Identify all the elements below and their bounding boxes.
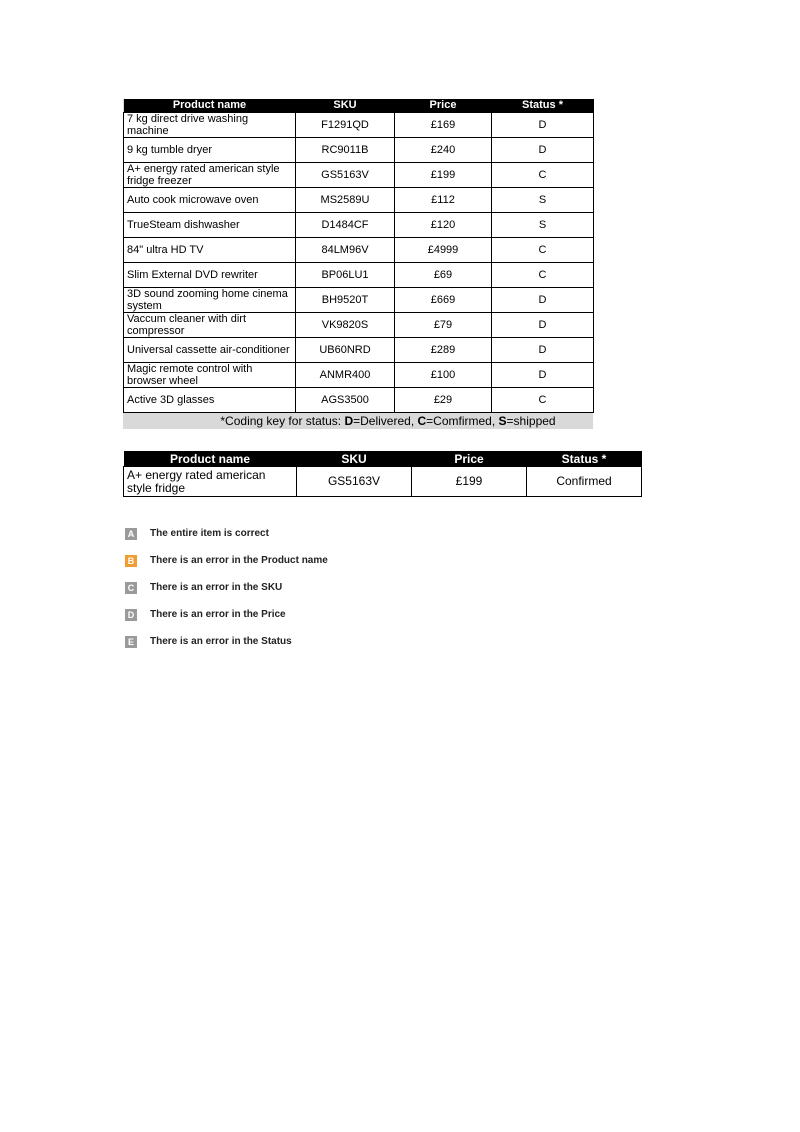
cell-product-name: Slim External DVD rewriter	[124, 263, 296, 288]
cell-sku: BP06LU1	[296, 263, 395, 288]
status-coding-key	[123, 413, 593, 429]
table-row	[124, 363, 594, 388]
answer-options	[125, 527, 328, 662]
table-row	[124, 138, 594, 163]
cell-sku: VK9820S	[296, 313, 395, 338]
sample-row	[124, 467, 642, 497]
sample-header-product-name: Product name	[124, 451, 297, 467]
option-text: There is an error in the Price	[150, 609, 286, 620]
cell-product-name: 9 kg tumble dryer	[124, 138, 296, 163]
cell-product-name: Universal cassette air-conditioner	[124, 338, 296, 363]
option-letter-box: E	[125, 636, 137, 648]
cell-status: D	[492, 363, 594, 388]
sample-header-price: Price	[412, 451, 527, 467]
header-status: Status *	[492, 99, 594, 113]
sample-item-block	[123, 451, 641, 497]
table-row	[124, 288, 594, 313]
table-row	[124, 238, 594, 263]
cell-status: C	[492, 263, 594, 288]
cell-status: D	[492, 313, 594, 338]
answer-option-b[interactable]	[125, 554, 328, 567]
cell-price: £69	[395, 263, 492, 288]
coding-key-c: C	[417, 414, 427, 428]
option-letter-box: C	[125, 582, 137, 594]
table-row	[124, 263, 594, 288]
cell-price: £669	[395, 288, 492, 313]
coding-key-d: D	[344, 414, 354, 428]
cell-product-name: Vaccum cleaner with dirt compressor	[124, 313, 296, 338]
product-table-body	[124, 113, 594, 413]
cell-status: C	[492, 388, 594, 413]
table-row	[124, 338, 594, 363]
sample-product-name: A+ energy rated american style fridge	[124, 467, 297, 497]
product-table	[123, 99, 594, 413]
option-letter-box: A	[125, 528, 137, 540]
sample-item-table	[123, 451, 642, 497]
cell-sku: MS2589U	[296, 188, 395, 213]
option-text: There is an error in the SKU	[150, 582, 283, 593]
cell-sku: F1291QD	[296, 113, 395, 138]
header-sku: SKU	[296, 99, 395, 113]
cell-sku: 84LM96V	[296, 238, 395, 263]
cell-product-name: 3D sound zooming home cinema system	[124, 288, 296, 313]
header-price: Price	[395, 99, 492, 113]
cell-price: £112	[395, 188, 492, 213]
cell-product-name: Auto cook microwave oven	[124, 188, 296, 213]
cell-product-name: Magic remote control with browser wheel	[124, 363, 296, 388]
option-letter-box: D	[125, 609, 137, 621]
cell-product-name: A+ energy rated american style fridge freezer	[124, 163, 296, 188]
cell-status: D	[492, 288, 594, 313]
coding-key-c-text: =Comfirmed,	[426, 414, 499, 428]
answer-option-d[interactable]	[125, 608, 328, 621]
cell-sku: AGS3500	[296, 388, 395, 413]
table-row	[124, 188, 594, 213]
option-text: There is an error in the Status	[150, 636, 292, 647]
cell-status: D	[492, 338, 594, 363]
table-row	[124, 313, 594, 338]
table-row	[124, 113, 594, 138]
cell-price: £199	[395, 163, 492, 188]
table-header-row	[124, 99, 594, 113]
cell-sku: UB60NRD	[296, 338, 395, 363]
answer-option-e[interactable]	[125, 635, 328, 648]
cell-price: £169	[395, 113, 492, 138]
coding-key-prefix: *Coding key for status:	[220, 414, 345, 428]
sample-price: £199	[412, 467, 527, 497]
cell-status: C	[492, 238, 594, 263]
cell-status: C	[492, 163, 594, 188]
table-row	[124, 213, 594, 238]
cell-product-name: 84" ultra HD TV	[124, 238, 296, 263]
cell-price: £289	[395, 338, 492, 363]
cell-product-name: TrueSteam dishwasher	[124, 213, 296, 238]
header-product-name: Product name	[124, 99, 296, 113]
option-text: The entire item is correct	[150, 528, 269, 539]
sample-header-row	[124, 451, 642, 467]
cell-price: £120	[395, 213, 492, 238]
cell-price: £240	[395, 138, 492, 163]
answer-option-a[interactable]	[125, 527, 328, 540]
sample-status: Confirmed	[527, 467, 642, 497]
table-row	[124, 163, 594, 188]
option-text: There is an error in the Product name	[150, 555, 328, 566]
cell-price: £4999	[395, 238, 492, 263]
cell-status: S	[492, 188, 594, 213]
table-row	[124, 388, 594, 413]
cell-status: S	[492, 213, 594, 238]
cell-status: D	[492, 113, 594, 138]
option-letter-box: B	[125, 555, 137, 567]
cell-price: £29	[395, 388, 492, 413]
coding-key-s: S	[498, 414, 507, 428]
sample-header-sku: SKU	[297, 451, 412, 467]
cell-product-name: Active 3D glasses	[124, 388, 296, 413]
product-table-block	[123, 99, 593, 429]
cell-status: D	[492, 138, 594, 163]
sample-sku: GS5163V	[297, 467, 412, 497]
cell-sku: ANMR400	[296, 363, 395, 388]
sample-header-status: Status *	[527, 451, 642, 467]
coding-key-d-text: =Delivered,	[353, 414, 418, 428]
cell-sku: D1484CF	[296, 213, 395, 238]
cell-product-name: 7 kg direct drive washing machine	[124, 113, 296, 138]
cell-sku: BH9520T	[296, 288, 395, 313]
cell-price: £79	[395, 313, 492, 338]
cell-sku: RC9011B	[296, 138, 395, 163]
coding-key-s-text: =shipped	[506, 414, 556, 428]
cell-price: £100	[395, 363, 492, 388]
answer-option-c[interactable]	[125, 581, 328, 594]
cell-sku: GS5163V	[296, 163, 395, 188]
